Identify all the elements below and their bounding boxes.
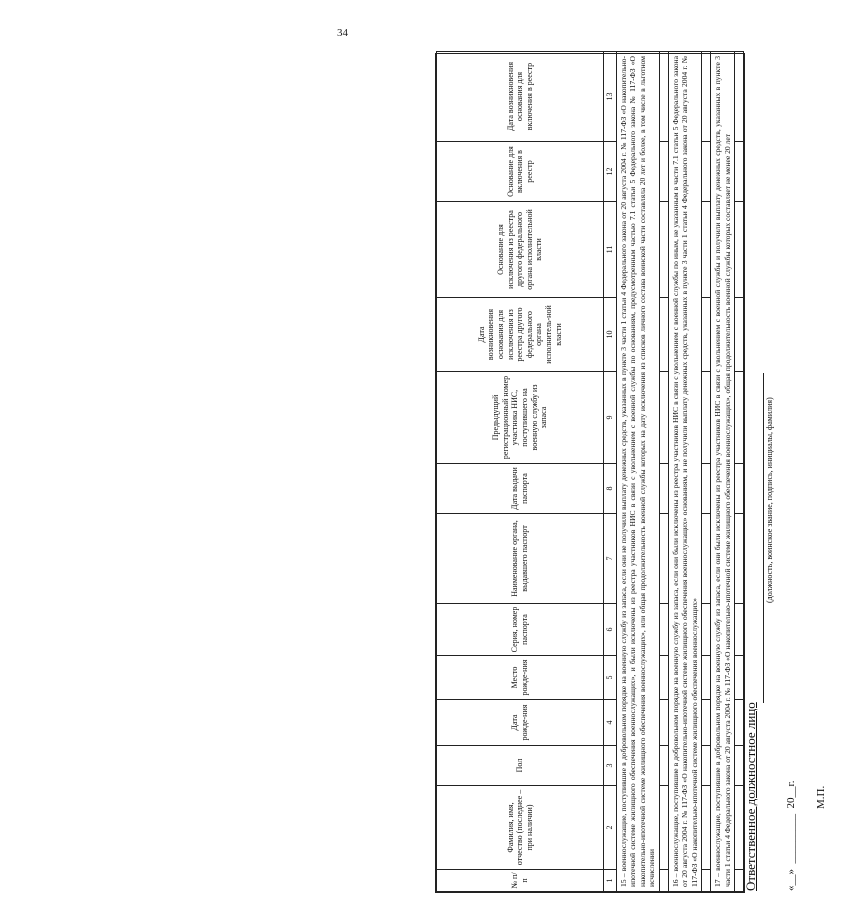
column-number-row <box>604 52 617 892</box>
category-row <box>711 52 735 892</box>
column-number: 6 <box>604 604 617 656</box>
blank-row <box>702 52 711 892</box>
blank-row <box>659 52 668 892</box>
header-cell: № п/п <box>437 870 604 892</box>
header-row <box>437 52 604 892</box>
column-number: 13 <box>604 52 617 142</box>
column-number: 2 <box>604 786 617 870</box>
column-number: 7 <box>604 514 617 604</box>
header-cell: Дата возникновения основания для включения в реестр <box>437 52 604 142</box>
rotated-content <box>435 53 855 893</box>
column-number: 9 <box>604 372 617 464</box>
header-cell: Место рожде-ния <box>437 656 604 700</box>
page-number: 34 <box>337 27 348 39</box>
register-table-wrap <box>435 53 745 893</box>
date-line: «__» _________ 20__г. <box>785 780 797 891</box>
header-cell: Дата возникновения основания для исключения из реестра другого федерального органа исполнитель-ной власти <box>437 298 604 372</box>
header-cell: Фамилия, имя, отчество (последнее – при наличии) <box>437 786 604 870</box>
header-cell: Наименование органа, выдавшего паспорт <box>437 514 604 604</box>
register-table <box>436 51 744 892</box>
header-cell: Основание для включения в реестр <box>437 142 604 202</box>
column-number: 1 <box>604 870 617 892</box>
category-row <box>617 52 660 892</box>
stamp-place-label: М.П. <box>815 785 827 809</box>
signature-block <box>735 53 845 893</box>
category-description: 15 – военнослужащие, поступившие в добровольном порядке на военную службу из запаса, если они не получили выплату денежных средств, указанных в пункте 3 части 1 статьи 4 Федерального закона от 20 августа 2004 г. № 117-ФЗ «О накопительно-ипотечной системе жилищного обеспечения военнослужащих», и были исключены из реестра участников НИС в связи с увольнением с военной службы по основаниям, предусмотренным частью 7.1 статьи 5 Федерального закона № 117-ФЗ «О накопительно-ипотечной системе жилищного обеспечения военнослужащих», или общая продолжительность военной службы которых на дату исключения из списков личного состава воинской части составляла 20 лет и более, в том числе в льготном исчислении <box>617 52 660 892</box>
category-row <box>668 52 701 892</box>
column-number: 4 <box>604 700 617 746</box>
header-cell: Дата рожде-ния <box>437 700 604 746</box>
header-cell: Предыдущий регистрационный номер участника НИС, поступившего на военную службу из запаса <box>437 372 604 464</box>
column-number: 10 <box>604 298 617 372</box>
column-number: 3 <box>604 746 617 786</box>
column-number: 8 <box>604 464 617 514</box>
header-cell: Основание для исключения из реестра другого федерального органа исполнительной власти <box>437 202 604 298</box>
category-description: 17 – военнослужащие, поступившие в добровольном порядке на военную службу из запаса, если они были исключены из реестра участников НИС в связи с увольнением с военной службы и получили выплату денежных средств, указанных в пункте 3 части 1 статьи 4 Федерального закона от 20 августа 2004 г. № 117-ФЗ «О накопительно-ипотечной системе жилищного обеспечения военнослужащих», общая продолжительность военной службы которых составляет не менее 20 лет <box>711 52 735 892</box>
signature-caption: (должность, воинское звание, подпись, инициалы, фамилия) <box>765 397 774 603</box>
header-cell: Дата выдачи паспорта <box>437 464 604 514</box>
column-number: 11 <box>604 202 617 298</box>
category-description: 16 – военнослужащие, поступившие в добровольном порядке на военную службу из запаса, если они были исключены из реестра участников НИС в связи с увольнением с военной службы по иным, не указанным в части 7.1 статьи 5 Федерального закона от 20 августа 2004 г. № 117-ФЗ «О накопительно-ипотечной системе жилищного обеспечения военнослужащих» основаниям, и не получили выплату денежных средств, указанных в пункте 3 части 1 статьи 4 Федерального закона от 20 августа 2004 г. № 117-ФЗ «О накопительно-ипотечной системе жилищного обеспечения военнослужащих» <box>668 52 701 892</box>
column-number: 5 <box>604 656 617 700</box>
signature-line <box>763 373 764 703</box>
responsible-person-label: Ответственное должностное лицо <box>743 702 758 891</box>
column-number: 12 <box>604 142 617 202</box>
header-cell: Серия, номер паспорта <box>437 604 604 656</box>
header-cell: Пол <box>437 746 604 786</box>
